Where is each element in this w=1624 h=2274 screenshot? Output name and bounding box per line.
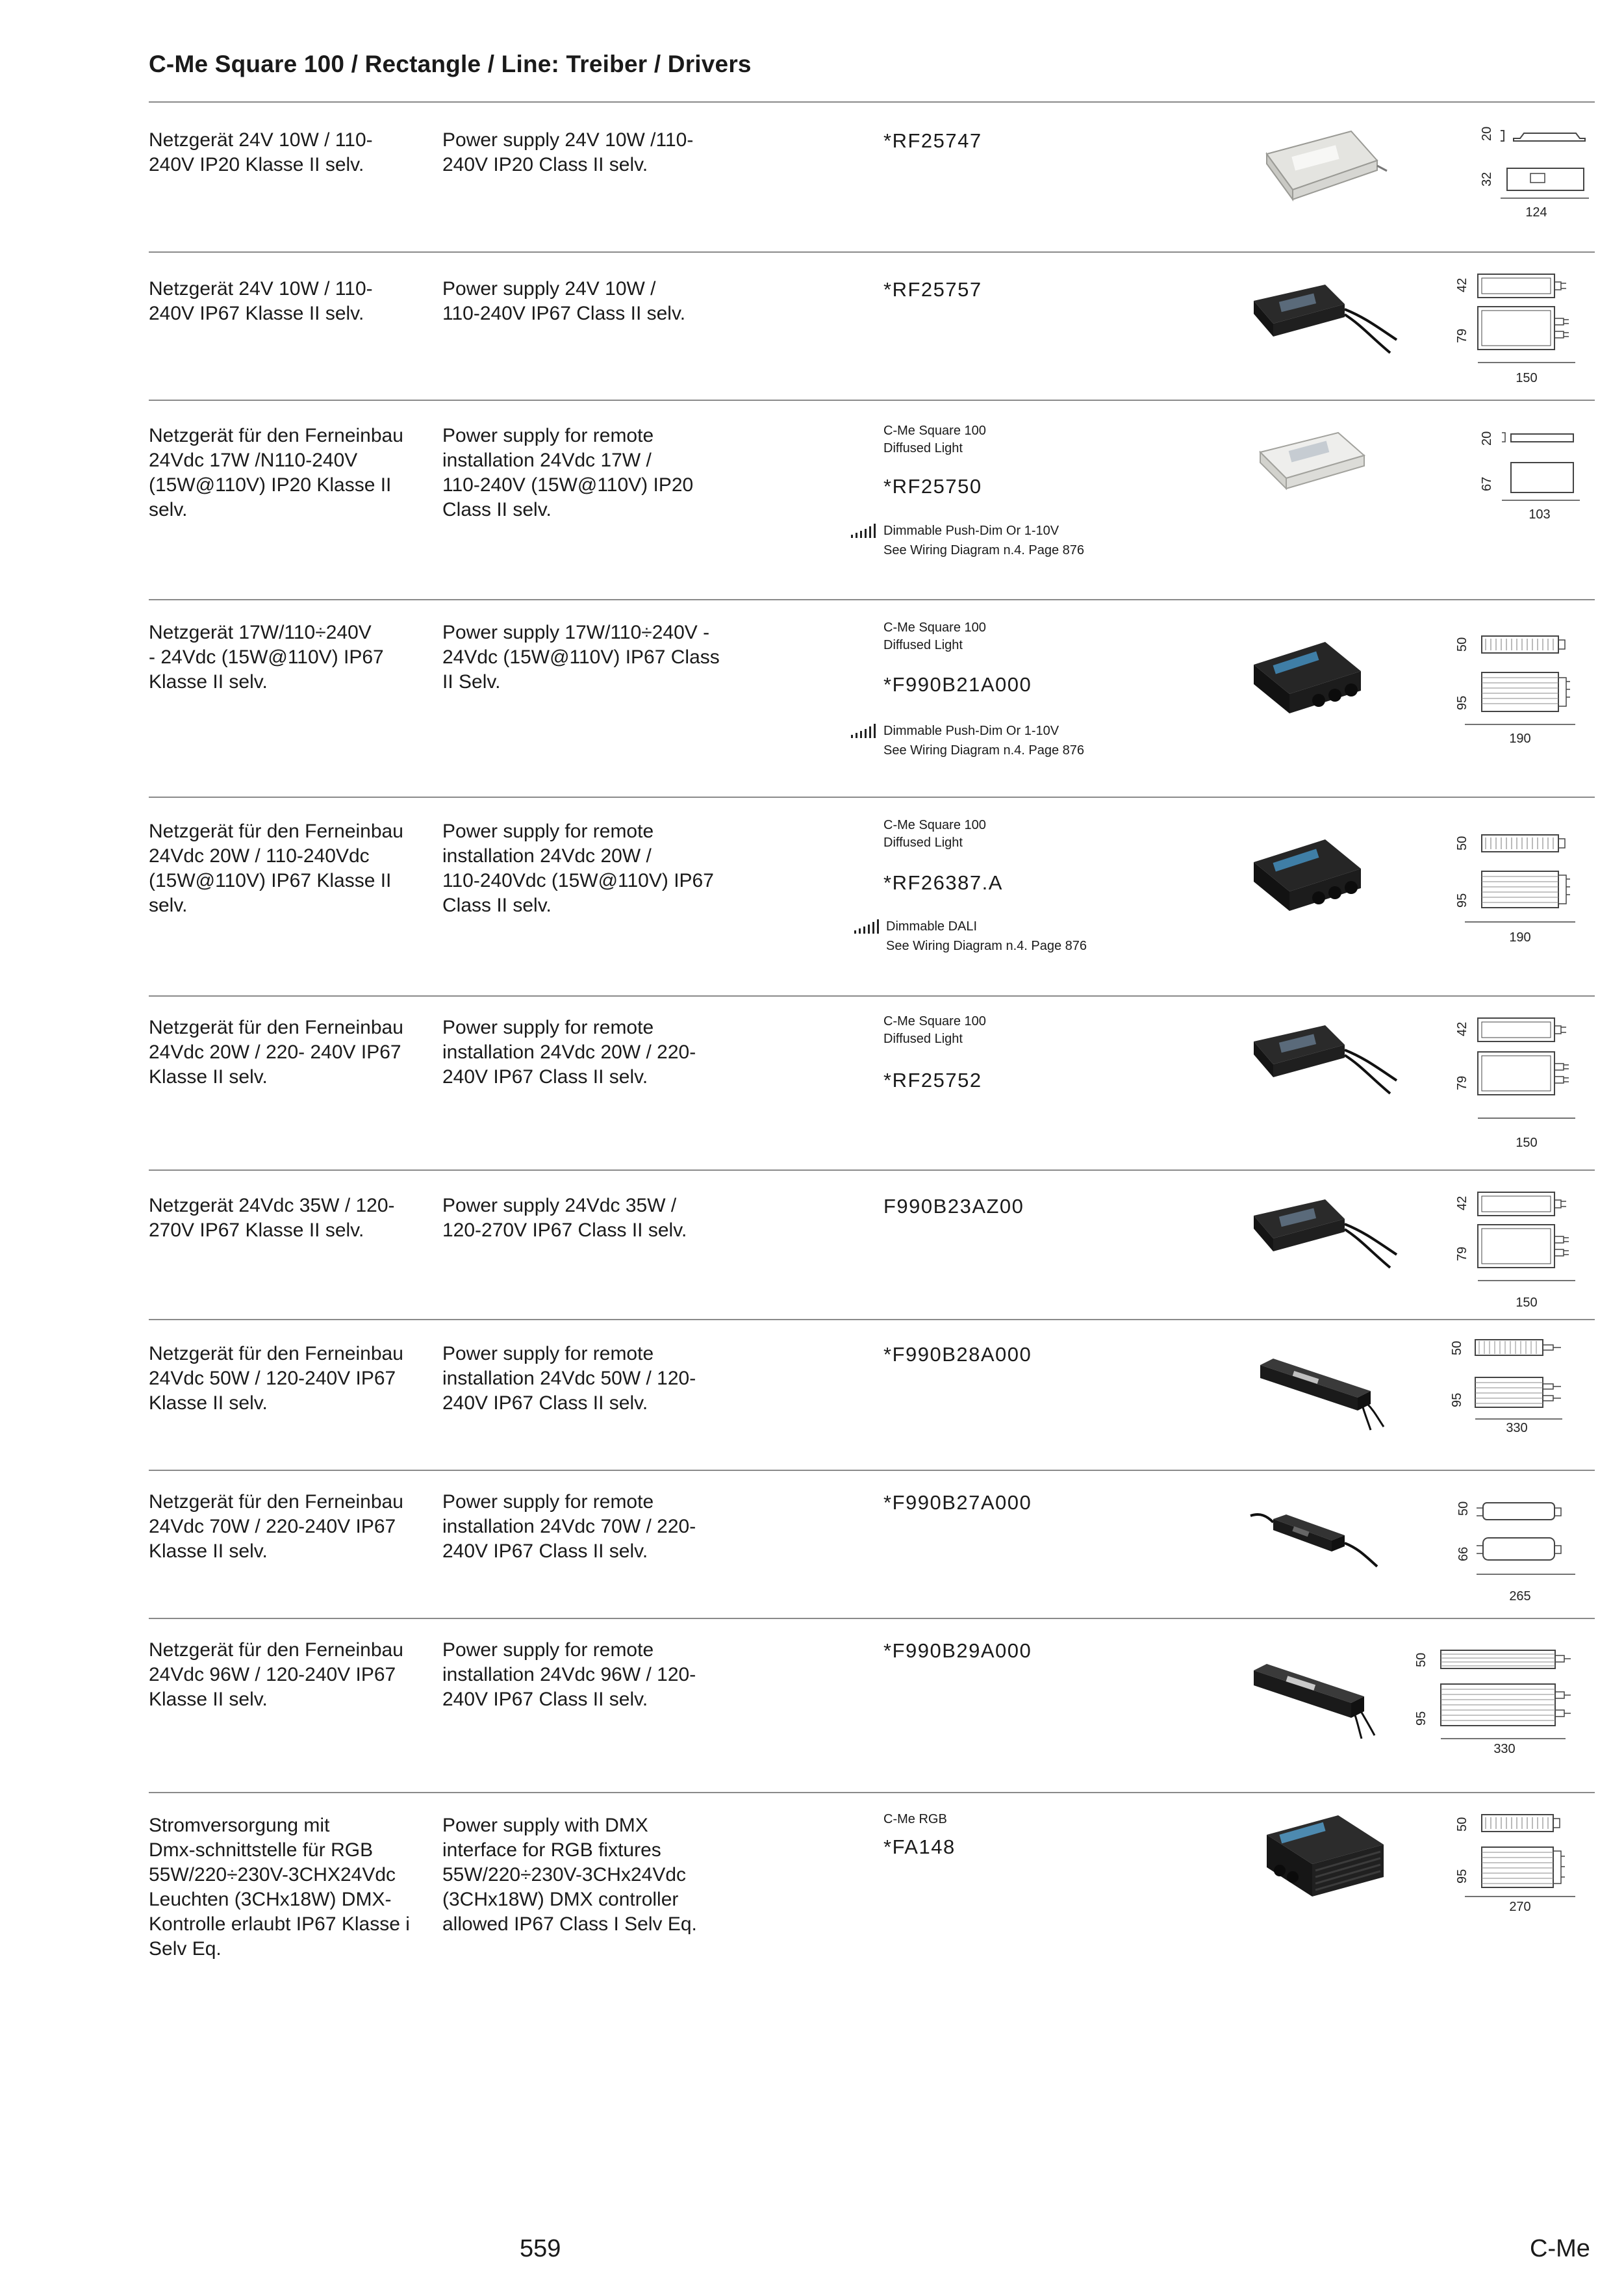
dim-width: 79 (1455, 1075, 1469, 1090)
description-english: Power supply 24V 10W /110- 240V IP20 Class II selv. (442, 129, 694, 175)
product-line: C-Me RGB (883, 1812, 947, 1826)
description-german: Netzgerät 24V 10W / 110- 240V IP67 Klasse II selv. (149, 278, 373, 324)
product-code: *RF26387.A (883, 871, 1003, 894)
product-code: *RF25752 (883, 1069, 982, 1092)
product-code: *RF25750 (883, 475, 982, 498)
dimension-drawing (1445, 810, 1595, 960)
dimension-drawing (1445, 613, 1595, 769)
product-row (0, 996, 1624, 1169)
product-code: *RF25747 (883, 129, 982, 152)
product-row (0, 252, 1624, 400)
dimension-drawing (1439, 1329, 1595, 1466)
power-supply-photo (1247, 632, 1390, 730)
product-line: C-Me Square 100 Diffused Light (883, 818, 986, 850)
product-code: *F990B28A000 (883, 1343, 1032, 1366)
power-supply-photo (1247, 1186, 1403, 1297)
section-label: C-Me (1530, 2235, 1590, 2262)
description-english: Power supply for remote installation 24Vdc 17W / 110-240V (15W@110V) IP20 Class II selv. (442, 425, 694, 520)
product-code: *F990B27A000 (883, 1491, 1032, 1514)
description-german: Netzgerät für den Ferneinbau 24Vdc 20W / 110-240Vdc (15W@110V) IP67 Klasse II selv. (149, 821, 403, 916)
dimension-drawing (1468, 121, 1598, 232)
power-supply-photo (1254, 426, 1384, 511)
description-english: Power supply for remote installation 24Vdc 20W / 220- 240V IP67 Class II selv. (442, 1017, 696, 1088)
product-code: *RF25757 (883, 278, 982, 301)
dim-height: 50 (1455, 1817, 1469, 1832)
dimension-drawing (1445, 1483, 1595, 1613)
dim-length: 124 (1525, 205, 1547, 220)
product-row (0, 102, 1624, 251)
power-supply-photo (1247, 1012, 1403, 1123)
power-supply-photo (1247, 272, 1403, 382)
dimmable-icon (850, 723, 880, 739)
dim-height: 50 (1450, 1340, 1464, 1355)
description-german: Stromversorgung mit Dmx-schnittstelle für RGB 55W/220÷230V-3CHX24Vdc Leuchten (3CHx18W) DMX- Kontrolle erlaubt IP67 Klasse i Selv Eq. (149, 1815, 410, 1960)
dim-length: 150 (1516, 371, 1538, 385)
dim-width: 95 (1455, 893, 1469, 908)
dim-width: 32 (1480, 172, 1494, 186)
description-german: Netzgerät 24V 10W / 110- 240V IP20 Klasse II selv. (149, 129, 373, 175)
dim-height: 42 (1455, 1021, 1469, 1036)
product-row (0, 1320, 1624, 1470)
dim-width: 95 (1455, 1869, 1469, 1884)
product-code: *FA148 (883, 1835, 956, 1858)
dim-width: 66 (1456, 1546, 1471, 1561)
dimming-note: Dimmable Push-Dim Or 1-10V See Wiring Diagram n.4. Page 876 (883, 524, 1085, 557)
dim-width: 95 (1455, 695, 1469, 710)
dimmable-icon (853, 919, 883, 934)
description-german: Netzgerät für den Ferneinbau 24Vdc 50W / 120-240V IP67 Klasse II selv. (149, 1343, 403, 1414)
dim-width: 67 (1480, 476, 1494, 491)
dimension-drawing (1445, 265, 1595, 395)
description-german: Netzgerät für den Ferneinbau 24Vdc 17W /N110-240V (15W@110V) IP20 Klasse II selv. (149, 425, 403, 520)
product-row (0, 1170, 1624, 1319)
description-english: Power supply for remote installation 24Vdc 50W / 120- 240V IP67 Class II selv. (442, 1343, 696, 1414)
description-german: Netzgerät für den Ferneinbau 24Vdc 96W / 120-240V IP67 Klasse II selv. (149, 1639, 403, 1710)
product-row (0, 1793, 1624, 1987)
dim-height: 42 (1455, 1195, 1469, 1210)
page-number: 559 (520, 2235, 561, 2262)
dim-height: 42 (1455, 277, 1469, 292)
product-row (0, 797, 1624, 995)
dimension-drawing (1445, 1806, 1595, 1948)
dim-length: 190 (1509, 732, 1531, 746)
product-code: *F990B29A000 (883, 1639, 1032, 1662)
description-german: Netzgerät für den Ferneinbau 24Vdc 20W / 220- 240V IP67 Klasse II selv. (149, 1017, 403, 1088)
dim-height: 20 (1480, 431, 1494, 446)
description-english: Power supply 17W/110÷240V - 24Vdc (15W@110V) IP67 Class II Selv. (442, 622, 720, 693)
dim-height: 20 (1480, 126, 1494, 141)
dim-width: 95 (1414, 1711, 1428, 1726)
description-english: Power supply for remote installation 24Vdc 20W / 110-240Vdc (15W@110V) IP67 Class II selv. (442, 821, 714, 916)
dimension-drawing (1468, 420, 1598, 524)
dim-height: 50 (1455, 637, 1469, 652)
dim-height: 50 (1455, 836, 1469, 850)
product-code: F990B23AZ00 (883, 1195, 1024, 1218)
description-english: Power supply for remote installation 24Vdc 96W / 120- 240V IP67 Class II selv. (442, 1639, 696, 1710)
dim-width: 79 (1455, 1246, 1469, 1261)
dim-length: 150 (1516, 1296, 1538, 1310)
product-line: C-Me Square 100 Diffused Light (883, 620, 986, 652)
description-english: Power supply for remote installation 24Vdc 70W / 220- 240V IP67 Class II selv. (442, 1491, 696, 1562)
dim-length: 150 (1516, 1136, 1538, 1150)
power-supply-photo (1247, 1496, 1403, 1587)
product-row (0, 400, 1624, 599)
dimension-drawing (1403, 1628, 1598, 1784)
description-german: Netzgerät 24Vdc 35W / 120- 270V IP67 Klasse II selv. (149, 1195, 395, 1241)
dim-length: 265 (1509, 1589, 1531, 1603)
description-english: Power supply 24V 10W / 110-240V IP67 Class II selv. (442, 278, 686, 324)
description-english: Power supply with DMX interface for RGB fixtures 55W/220÷230V-3CHx24Vdc (3CHx18W) DMX controller allowed IP67 Class I Selv Eq. (442, 1815, 697, 1935)
dim-height: 50 (1456, 1501, 1471, 1516)
dim-width: 95 (1450, 1392, 1464, 1407)
dimmable-icon (850, 523, 880, 539)
dim-length: 190 (1509, 930, 1531, 945)
product-line: C-Me Square 100 Diffused Light (883, 424, 986, 455)
dimming-note: Dimmable DALI See Wiring Diagram n.4. Page 876 (886, 919, 1087, 953)
dimension-drawing (1445, 1183, 1595, 1320)
product-code: *F990B21A000 (883, 673, 1032, 696)
description-german: Netzgerät für den Ferneinbau 24Vdc 70W / 220-240V IP67 Klasse II selv. (149, 1491, 403, 1562)
dim-width: 79 (1455, 328, 1469, 343)
dim-length: 270 (1509, 1900, 1531, 1914)
product-row (0, 1618, 1624, 1792)
power-supply-photo (1254, 128, 1397, 225)
dim-height: 50 (1414, 1652, 1428, 1667)
product-row (0, 1470, 1624, 1618)
page-title: C-Me Square 100 / Rectangle / Line: Treiber / Drivers (149, 51, 752, 77)
product-row (0, 600, 1624, 797)
description-german: Netzgerät 17W/110÷240V - 24Vdc (15W@110V) IP67 Klasse II selv. (149, 622, 384, 693)
power-supply-photo (1247, 830, 1390, 927)
dim-length: 103 (1529, 507, 1551, 522)
dim-length: 330 (1506, 1421, 1528, 1435)
power-supply-photo (1254, 1809, 1397, 1913)
power-supply-photo (1247, 1648, 1397, 1752)
dimming-note: Dimmable Push-Dim Or 1-10V See Wiring Diagram n.4. Page 876 (883, 724, 1085, 758)
dimension-drawing (1445, 1009, 1595, 1158)
description-english: Power supply 24Vdc 35W / 120-270V IP67 Class II selv. (442, 1195, 687, 1241)
dim-length: 330 (1493, 1742, 1516, 1756)
power-supply-photo (1254, 1346, 1397, 1437)
product-line: C-Me Square 100 Diffused Light (883, 1014, 986, 1046)
